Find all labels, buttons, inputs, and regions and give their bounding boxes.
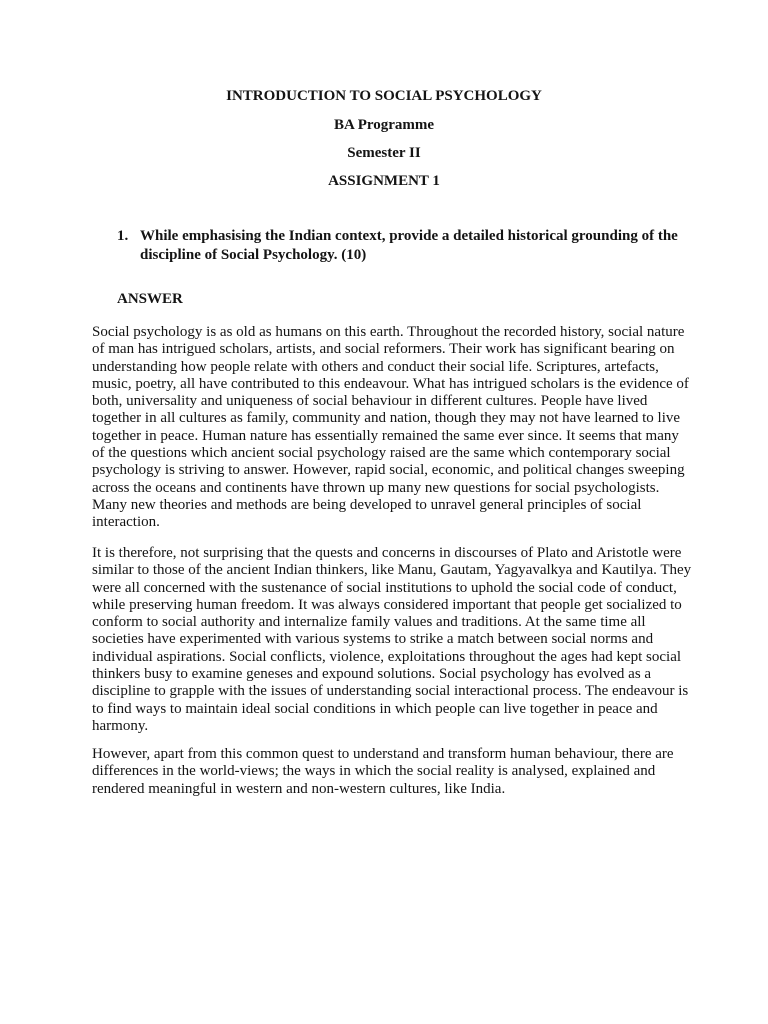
answer-heading: ANSWER (117, 291, 183, 307)
document-title: INTRODUCTION TO SOCIAL PSYCHOLOGY (226, 88, 542, 104)
question-number: 1. (117, 228, 129, 244)
answer-paragraph-3: However, apart from this common quest to understand and transform human behaviour, there are differences in the world-views; the ways in which the social reality is analysed, explained and rendered meaningful in western and non-western cultures, like India. (92, 746, 674, 797)
programme-label: BA Programme (333, 117, 435, 133)
assignment-label: ASSIGNMENT 1 (328, 173, 440, 189)
question-item (117, 227, 717, 264)
answer-paragraph-1: Social psychology is as old as humans on this earth. Throughout the recorded history, social nature of man has intrigued scholars, artists, and social reformers. Their work has significant bearing on understanding how people relate with others and conduct their social life. Scriptures, artefacts, music, poetry, all have contributed to this endeavour. What has intrigued scholars is the evidence of both, universality and uniqueness of social behaviour in different cultures. People have lived together in all cultures as family, community and nation, though they may not have learned to live together in peace. Human nature has essentially remained the same ever since. It seems that many of the questions which ancient social psychology raised are the same which contemporary social psychology is striving to answer. However, rapid social, economic, and political changes sweeping across the oceans and continents have thrown up many new questions for social psychologists. Many new theories and methods are being developed to unravel general principles of social interaction. (92, 324, 689, 531)
semester-label: Semester II (347, 145, 421, 161)
answer-paragraph-2: It is therefore, not surprising that the quests and concerns in discourses of Plato and Aristotle were similar to those of the ancient Indian thinkers, like Manu, Gautam, Yagyavalkya and Kautilya. They were all concerned with the sustenance of social institutions to uphold the social code of conduct, while preserving human freedom. It was always considered important that people get socialized to conform to social authority and internalize family values and traditions. At the same time all societies have experimented with various systems to strike a match between social norms and individual aspirations. Social conflicts, violence, exploitations throughout the ages had kept social thinkers busy to examine geneses and expound solutions. Social psychology has evolved as a discipline to grapple with the issues of understanding social interactional process. The endeavour is to find ways to maintain ideal social conditions in which people can live together in peace and harmony. (92, 545, 692, 734)
question-text: While emphasising the Indian context, provide a detailed historical grounding of the discipline of Social Psychology. (10) (140, 228, 678, 263)
